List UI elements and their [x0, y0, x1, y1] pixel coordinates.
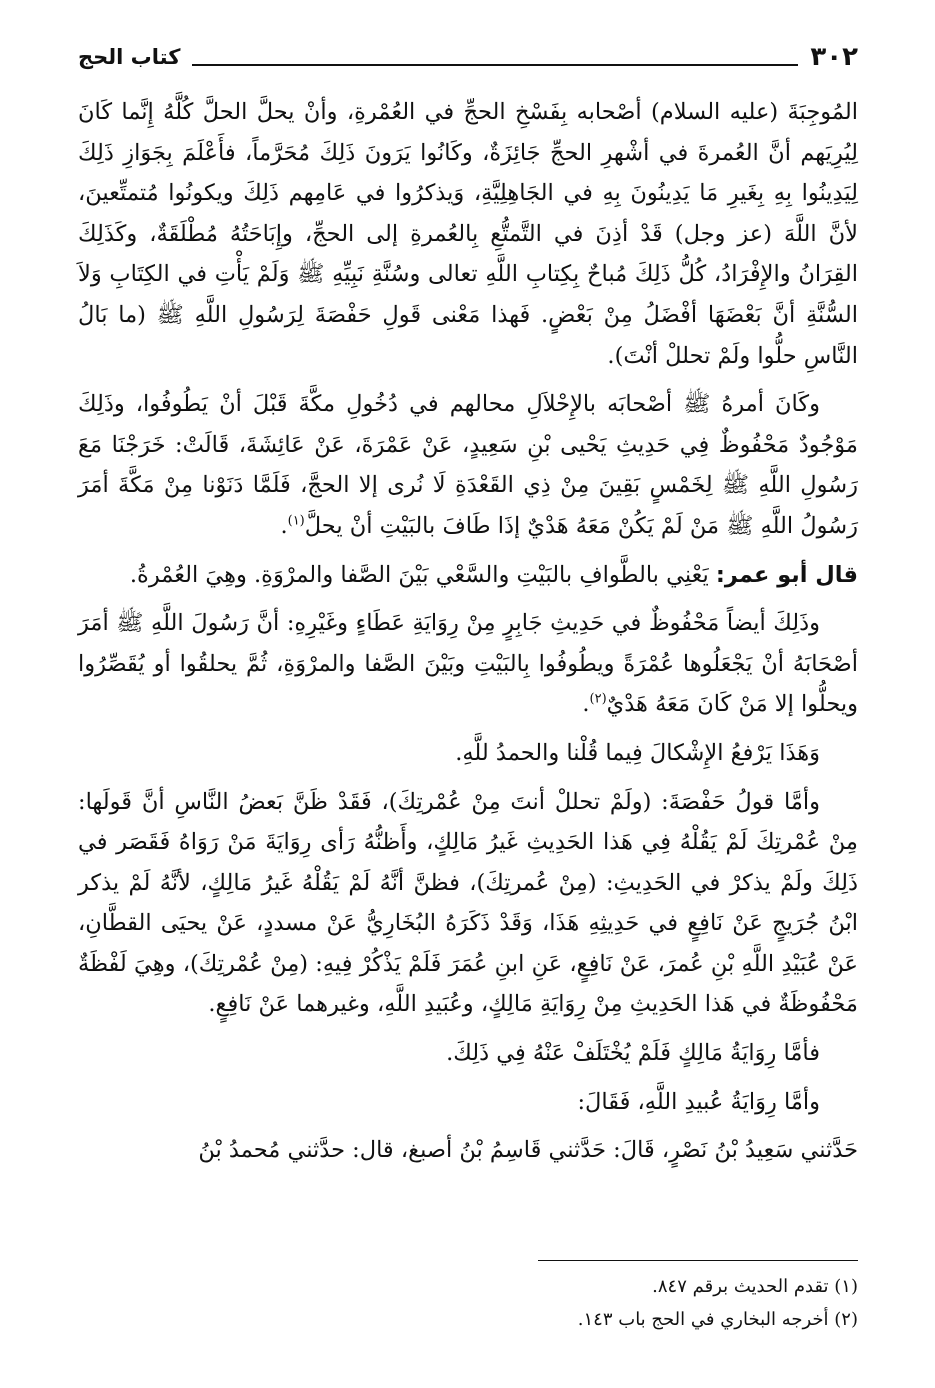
book-page: [78, 26, 858, 1366]
footnote-2: (٢) أخرجه البخاري في الحج باب ١٤٣.: [577, 1309, 858, 1330]
footnote-ref-2: (٢): [589, 691, 607, 707]
paragraph-3: قال أبو عمر: يَعْنِي بالطَّوافِ بالبَيْتِ والسَّعْي بَيْنَ الصَّفا والمرْوَةِ. وهِيَ العُمْرةُ.: [129, 561, 858, 588]
body-text: [78, 92, 858, 1171]
paragraph-6: وأمَّا قولُ حَفْصَةَ: (ولَمْ تحللْ أنتَ مِنْ عُمْرتِكَ)، فَقَدْ ظَنَّ بَعضُ النَّاسِ أنَّ قَولَها: مِنْ عُمْرتِكَ لَمْ يَقُلْهُ فِي هَذا الحَدِيثِ غَيرُ مَالِكٍ، وأَظنُّهُ رَأى رِوَايَةَ مَنْ رَوَاهُ فَقَصَر في ذَلِكَ ولَمْ يذكرْ في الحَدِيثِ: (مِنْ عُمرتِكَ)، فظنَّ أنَّهُ لَمْ يَقُلْهُ غَيرُ مَالِكٍ، لأنَّهُ لَمْ يذكر ابْنُ جُرَيجٍ عَنْ نَافِعٍ في حَدِيثِهِ هَذَا، وَقَدْ ذَكَرَهُ البُخَارِيُّ عَنْ مسددٍ، عَنْ يحيَى القطَّانِ، عَنْ عُبَيْدِ اللَّهِ بْنِ عُمرَ، عَنْ نَافِعٍ، عَنِ ابنِ عُمَرَ فَلَمْ يَذْكُرْ فِيهِ: (مِنْ عُمْرتِكَ)، وهِيَ لَفْظَةٌ مَحْفُوظَةٌ في هَذا الحَدِيثِ مِنْ رِوَايَةِ مَالِكٍ، وعُبَيدِ اللَّهِ، وغيرهما عَنْ نَافِعٍ.: [78, 788, 858, 1018]
paragraph-1: المُوجِبَةَ (عليه السلام) أصْحابه بِفَسْخِ الحجِّ في العُمْرةِ، وأنْ يحلَّ الحلَّ كُلَّهُ إِنَّما كَانَ لِيُرِيَهم أنَّ العُمرةَ في أشْهرِ الحجِّ جَائِزَةٌ، وكَانُوا يَرَونَ ذَلِكَ مُحَرَّماً، فأَعْلَمَ بِجَوَازِ ذَلِكَ لِيَدِينُوا بِهِ بِغَيرِ مَا يَدِينُونَ بِهِ في الجَاهِلِيَّةِ، وَيذكرُوا في عَامِهم ذَلِكَ ويكونُوا مُتمتِّعينَ، لأنَّ اللَّهَ (عز وجل) قَدْ أذِنَ في التَّمتُّعِ بِالعُمرةِ إلى الحجِّ، وإِبَاحَتُهُ مُطْلَقَةٌ، وكَذَلِكَ القِرَانُ والإِفْرَادُ، كُلُّ ذَلِكَ مُباحٌ بِكِتابِ اللَّهِ تعالى وسُنَّةِ نَبِيِّهِ ﷺ وَلَمْ يَأْتِ في الكِتَابِ وَلاَ السُّنَّةِ أنَّ بَعْضَهَا أفْضَلُ مِنْ بَعْضٍ. فَهذا مَعْنى قَولِ حَفْصَةَ لِرَسُولِ اللَّهِ ﷺ (ما بَالُ النَّاسِ حلُّوا ولَمْ تحللْ أنْتَ).: [78, 99, 858, 369]
paragraph-9: حَدَّثني سَعِيدُ بْنُ نَصْرٍ، قَالَ: حَدَّثني قَاسِمُ بْنُ أصبغ، قال: حدَّثني مُحمدُ بْنُ: [198, 1137, 858, 1164]
speaker-label: قال أبو عمر:: [715, 561, 858, 588]
paragraph-8: وأمَّا رِوَايَةُ عُبيدِ اللَّهِ، فَقَالَ:: [577, 1088, 820, 1115]
footnotes: [78, 1270, 858, 1336]
header-rule: [78, 64, 858, 66]
running-title: كتاب الحج: [78, 42, 192, 72]
paragraph-4: وذَلِكَ أيضاً مَحْفُوظٌ في حَدِيثِ جَابِرٍ مِنْ رِوَايَةِ عَطَاءٍ وغَيْرِهِ: أنَّ رَسُولَ اللَّهِ ﷺ أمَرَ أصْحَابَهُ أنْ يَجْعَلُوها عُمْرَةً ويطُوفُوا بِالبَيْتِ وبَيْنَ الصَّفا والمرْوَةِ، ثُمَّ يحلقُوا أو يُقَصِّرُوا ويحلُّوا إلا مَنْ كَانَ مَعَهُ هَدْيٌ$^{(٢)}$.: [78, 610, 858, 718]
paragraph-2: وكَانَ أمرهُ ﷺ أصْحابَه بالإِحْلاَلِ محالهم في دُخُولِ مكَّةَ قَبْلَ أنْ يَطُوفُوا، وذَلِكَ مَوْجُودٌ مَحْفُوظٌ فِي حَدِيثِ يَحْيى بْنِ سَعِيدٍ، عَنْ عَمْرَةَ، عَنْ عَائِشَةَ، قَالَتْ: خَرَجْنَا مَعَ رَسُولِ اللَّهِ ﷺ لِخَمْسٍ بَقِينَ مِنْ ذِي القَعْدَةِ لَا نُرى إلا الحجَّ، فَلَمَّا دَنَوْنا مِنْ مَكَّةَ أمَرَ رَسُولُ اللَّهِ ﷺ مَنْ لَمْ يَكُنْ مَعَهُ هَدْيٌ إذَا طَافَ بالبَيْتِ أنْ يحلَّ$^{(١)}$.: [78, 391, 858, 539]
paragraph-5: وَهَذَا يَرْفعُ الإِشْكالَ فِيما قُلْنا والحمدُ للَّهِ.: [455, 739, 820, 766]
page-number: ٣٠٢: [798, 42, 858, 72]
footnote-ref-1: (١): [287, 513, 305, 529]
page-header: [78, 26, 858, 72]
footnote-1: (١) تقدم الحديث برقم ٨٤٧.: [652, 1276, 858, 1297]
paragraph-7: فأمَّا رِوَايَةُ مَالِكٍ فَلَمْ يُخْتَلَفْ عَنْهُ فِي ذَلِكَ.: [446, 1040, 820, 1067]
footnote-separator: [538, 1260, 858, 1261]
